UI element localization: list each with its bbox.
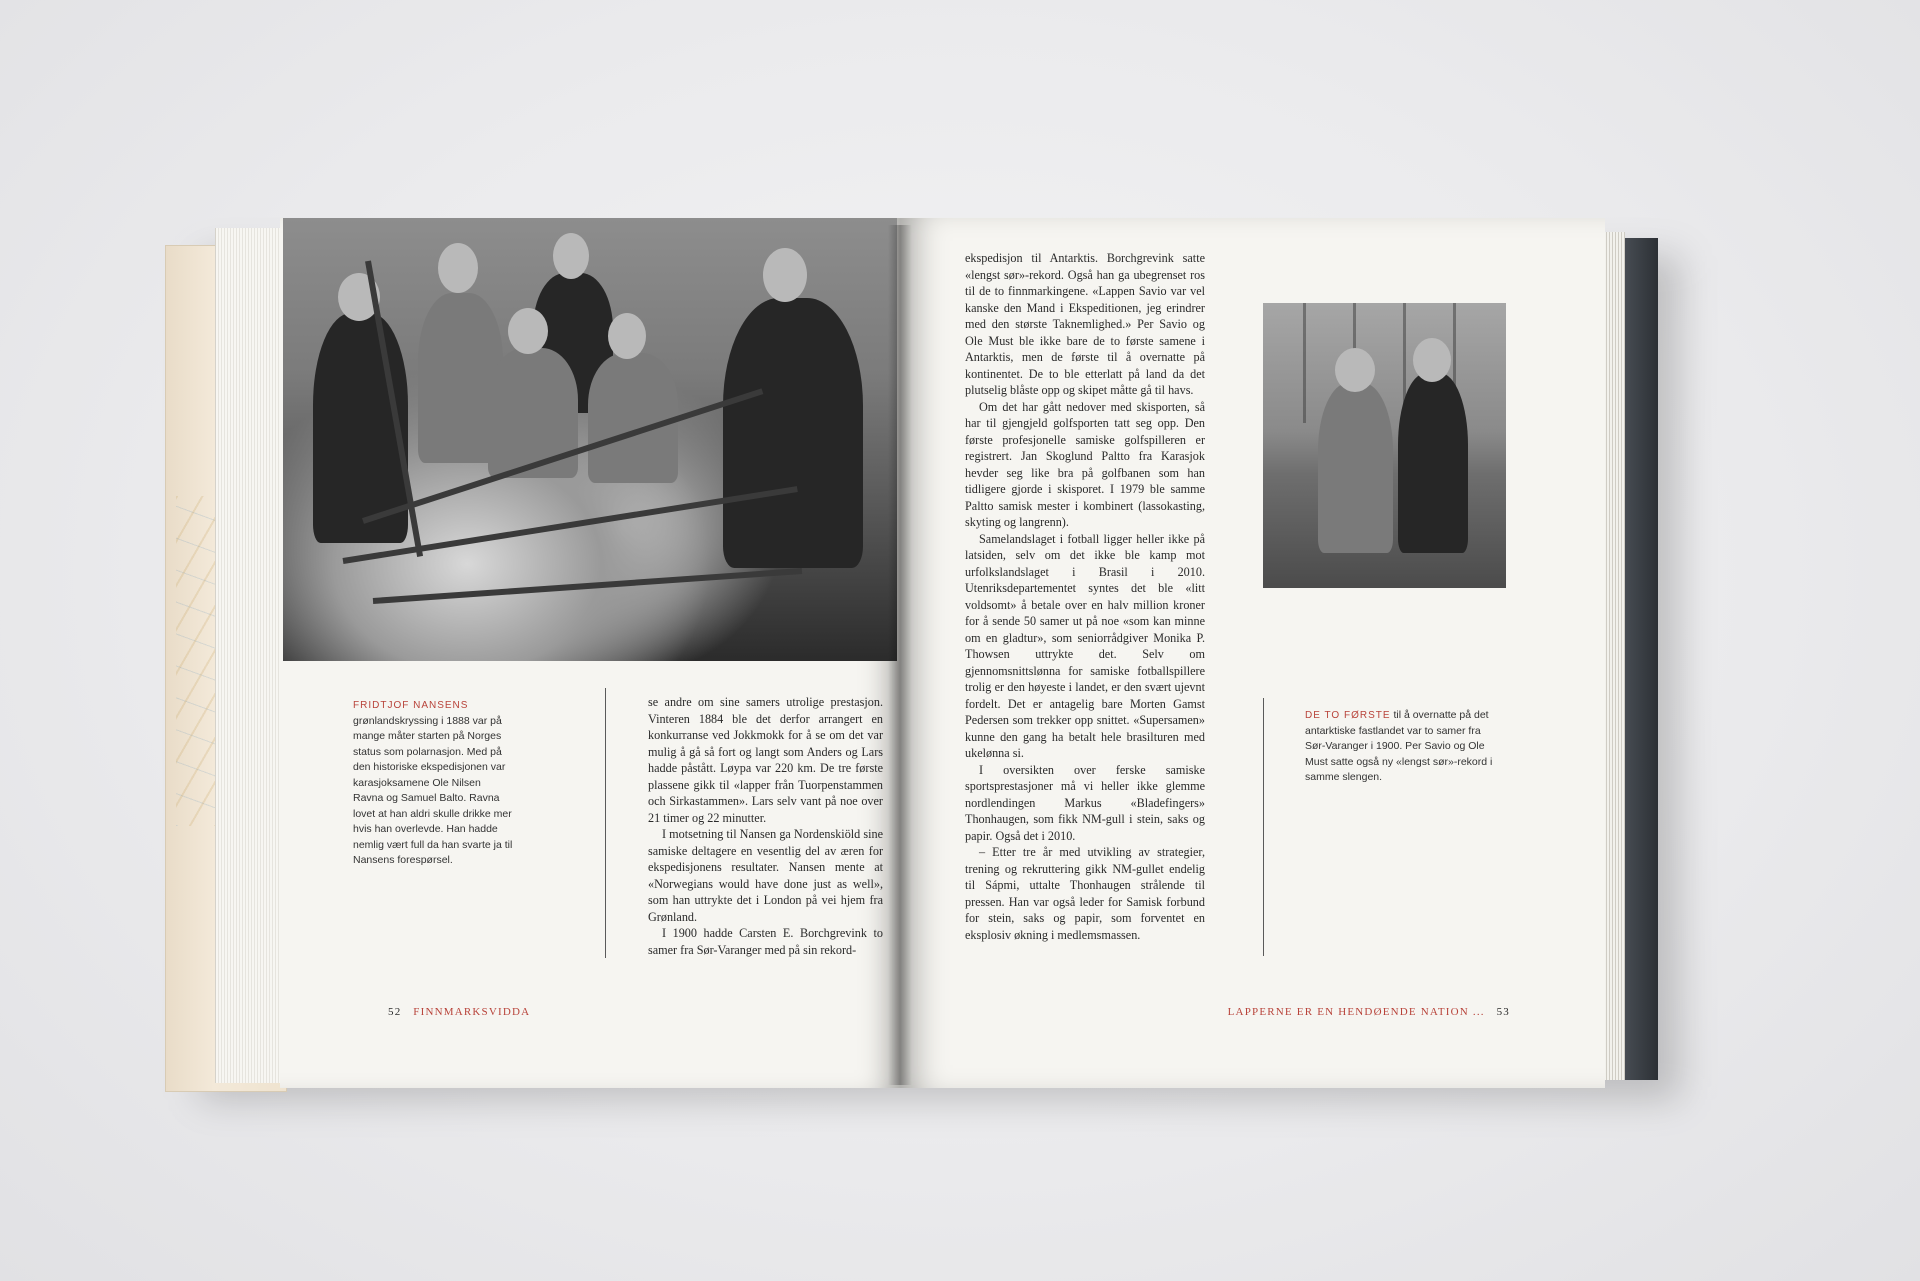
running-head: LAPPERNE ER EN HENDØENDE NATION ... [1227,1006,1485,1018]
caption-lead: FRIDTJOF NANSENS [353,700,469,711]
paragraph: ekspedisjon til Antarktis. Borchgrevink satte «lengst sør»-rekord. Også han ga ubegrenset ros til de to finnmarkingene. «Lappen Savio var vel kanske den Mand i Ekspeditionen, jeg erindrer med den største Taknemlighed.» Per Savio og Ole Must ble ikke bare de to første samene i Antarktis, men de første til å overnatte på kontinentet. De to ble etterlatt på land da det plutselig blåste opp og skipet måtte gå til havs. [965,251,1205,397]
running-head: FINNMARKSVIDDA [413,1006,531,1018]
photo-figure-head [1335,348,1375,392]
body-column-left [648,694,883,958]
photo-figure [723,298,863,568]
two-sami-men-photo [1263,303,1506,588]
paragraph: – Etter tre år med utvikling av strategier, trening og rekruttering gikk NM-gullet endelig til Sápmi, uttalte Thonhaugen strålende til pressen. Han var også leder for Samisk forbund for stein, saks og papir, som forventet en eksplosiv økning i medlemsmassen. [965,845,1205,942]
caption-lead: DE TO FØRSTE [1305,710,1391,721]
photo-figure [1318,383,1393,553]
caption-text: til å overnatte på det antarktiske fastlandet var to samer fra Sør-Varanger i 1900. Per Savio og Ole Must satte også ny «lengst sør»-rekord i samme slengen. [1305,709,1493,783]
left-page [280,218,900,1088]
photo-caption-left [353,698,513,869]
paragraph: I motsetning til Nansen ga Nordenskiöld sine samiske deltagere en vesentlig del av æren for ekspedisjonens resultater. Nansen mente at «Norwegians would have done just as well», som han uttrykte det i London på vei hjem fra Grønland. [648,827,883,924]
paragraph: I oversikten over ferske samiske sportsprestasjoner må vi heller ikke glemme nordlendingen Markus «Bladefingers» Thonhaugen, som fikk NM-gull i stein, saks og papir. Også det i 2010. [965,762,1205,843]
page-footer-right [1228,1006,1510,1018]
paragraph: Om det har gått nedover med skisporten, så har til gjengjeld golfsporten tatt seg opp. Den første profesjonelle samiske golfspilleren er registrert. Jan Skoglund Paltto fra Karasjok hevder seg like bra på golfbanen som han tidligere gjorde i skisporet. I 1979 ble samme Paltto samisk mester i kombinert (lassokasting, skyting og langrenn). [965,399,1205,529]
page-number: 53 [1496,1006,1510,1018]
paragraph: se andre om sine samers utrolige prestasjon. Vinteren 1884 ble det derfor arrangert en konkurranse ved Jokkmokk for å se om det var mulig å gå så fort og langt som Anders og Lars hadde påstått. Løypa var 220 km. De tre første plassene gikk til «lapper från Tuorpenstammen och Sirkastammen». Lars selv vant på noe over 21 timer og 22 minutter. [648,695,883,825]
photo-ski [373,568,802,604]
photo-caption-right [1305,708,1495,786]
photo-figure-head [763,248,807,302]
page-edges-left [215,228,286,1083]
column-rule [1263,698,1264,956]
photo-figure [588,353,678,483]
paragraph: Samelandslaget i fotball ligger heller ikke på latsiden, selv om det ikke ble kamp mot urfolkslandslaget i Brasil i 2010. Utenriksdepartementet syntes det ble «litt voldsomt» å betale over en halv million kroner for å sende 50 samer ut på noe «som kan minne om en gladtur», som seniorrådgiver Monika P. Thowsen uttrykte det. Selv om gjennomsnittslønna for samiske fotballspillere trolig er den høyeste i landet, er den svært ujevnt fordelt. Det er antagelig bare Morten Gamst Pedersen som trekker opp snittet. «Supersamen» kunne den gang ha betalt hele brasilturen med ukelønna si. [965,531,1205,760]
column-rule [605,688,606,958]
body-column-right [965,250,1205,943]
photo-figure-head [508,308,548,354]
right-page [900,218,1605,1088]
photo-figure-head [438,243,478,293]
page-number: 52 [388,1006,402,1018]
paragraph: I 1900 hadde Carsten E. Borchgrevink to samer fra Sør-Varanger med på sin rekord- [648,926,883,957]
photo-wall-board [1303,303,1306,423]
photo-figure-head [553,233,589,279]
caption-text: grønlandskryssing i 1888 var på mange måter starten på Norges status som polarnasjon. Med på den historiske ekspedisjonen var karasjoksamene Ole Nilsen Ravna og Samuel Balto. Ravna lovet at han aldri skulle drikke mer hvis han overlevde. Han hadde nemlig vært full da han svarte ja til Nansens forespørsel. [353,714,513,866]
photo-figure-head [1413,338,1451,382]
photo-figure-head [608,313,646,359]
page-footer-left [388,1006,530,1018]
expedition-group-photo [283,218,897,661]
book-gutter [888,225,912,1085]
photo-figure [1398,373,1468,553]
